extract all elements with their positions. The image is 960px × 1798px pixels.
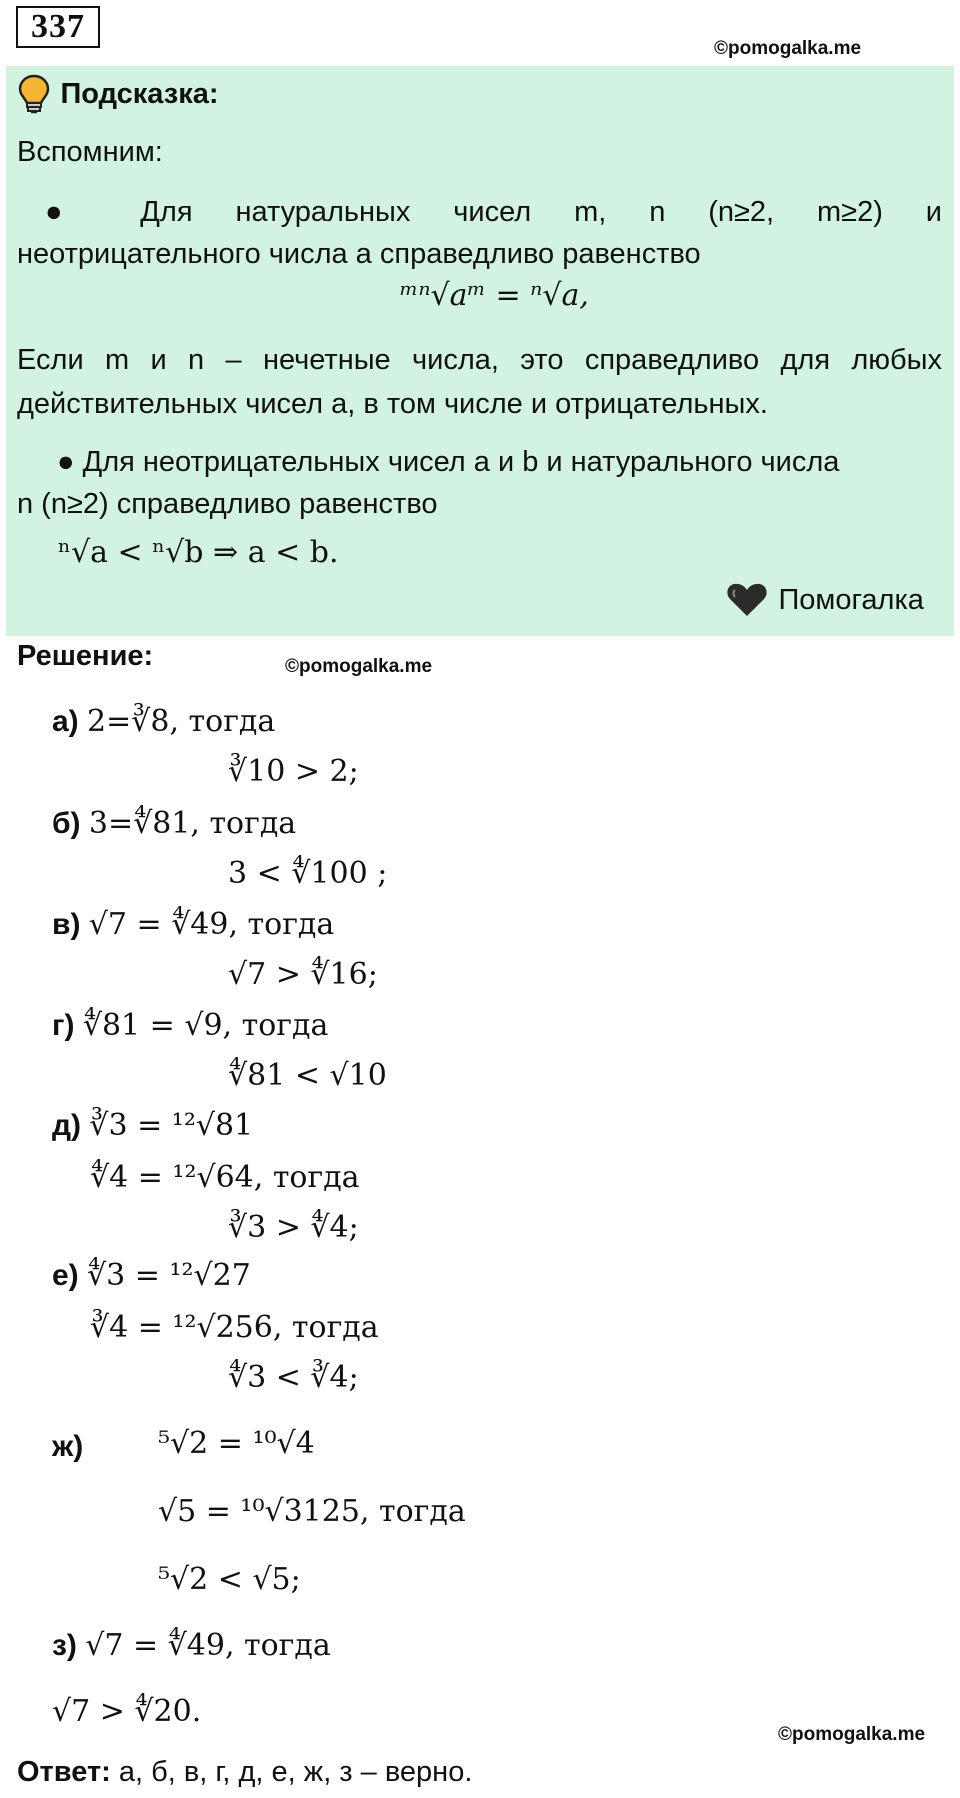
item-b-line2: 3 < ∜100 ; [228, 856, 388, 891]
item-z-line1: з) √7 = ∜49, тогда [52, 1628, 331, 1663]
item-a-line1: а) 2=∛8, тогда [52, 704, 276, 739]
item-zh-line2: √5 = ¹⁰√3125, тогда [158, 1494, 466, 1529]
heart-icon [726, 582, 768, 618]
solution-title: Решение: [17, 640, 154, 672]
task-number: 337 [16, 6, 100, 48]
item-b-line1: б) 3=∜81, тогда [52, 806, 297, 841]
item-z-line2: √7 > ∜20. [52, 1694, 202, 1729]
hint-formula1: ᵐⁿ√aᵐ = ⁿ√a, [400, 278, 589, 313]
item-zh-label: ж) [52, 1430, 84, 1463]
hint-formula2: ⁿ√a < ⁿ√b ⇒ a < b. [58, 535, 339, 570]
watermark-top: ©pomogalka.me [714, 38, 862, 59]
item-v-line2: √7 > ∜16; [228, 957, 378, 992]
item-zh-line3: ⁵√2 < √5; [158, 1562, 301, 1597]
answer-text: а, б, в, г, д, е, ж, з – верно. [118, 1756, 473, 1788]
bullet-dot: ● [57, 446, 75, 478]
lightbulb-icon [18, 74, 50, 114]
item-d-line2: ∜4 = ¹²√64, тогда [90, 1160, 360, 1195]
hint-bullet1-line1: ● Для натуральных чисел m, n (n≥2, m≥2) и [45, 196, 942, 228]
item-e-line1: е) ∜3 = ¹²√27 [52, 1258, 251, 1293]
item-zh-line1: ⁵√2 = ¹⁰√4 [158, 1426, 315, 1461]
hint-note-line1: Если m и n – нечетные числа, это справедливо для любых [17, 344, 942, 376]
answer [17, 1756, 472, 1789]
hint-note-line2: действительных чисел a, в том числе и отрицательных. [17, 388, 768, 420]
item-g-line1: г) ∜81 = √9, тогда [52, 1008, 329, 1043]
item-d-line3: ∛3 > ∜4; [228, 1210, 359, 1245]
item-v-line1: в) √7 = ∜49, тогда [52, 907, 335, 942]
hint-bullet2-line2: n (n≥2) справедливо равенство [17, 488, 438, 520]
item-e-line3: ∜3 < ∛4; [228, 1360, 359, 1395]
hint-header [18, 74, 219, 114]
watermark-bottom: ©pomogalka.me [778, 1724, 926, 1745]
bullet-dot: ● [45, 196, 98, 228]
answer-label: Ответ: [17, 1756, 111, 1788]
hint-bullet1-line2: неотрицательного числа a справедливо равенство [17, 238, 701, 270]
hint-title: Подсказка: [60, 77, 219, 110]
item-e-line2: ∛4 = ¹²√256, тогда [90, 1310, 379, 1345]
item-d-line1: д) ∛3 = ¹²√81 [52, 1108, 254, 1143]
watermark-mid: ©pomogalka.me [285, 656, 433, 677]
hint-bullet2-line1: ● Для неотрицательных чисел a и b и натурального числа [57, 446, 840, 478]
brand-name: Помогалка [778, 583, 924, 616]
item-g-line2: ∜81 < √10 [228, 1058, 387, 1093]
hint-recall: Вспомним: [17, 136, 163, 168]
brand [726, 582, 924, 618]
item-a-line2: ∛10 > 2; [228, 754, 359, 789]
